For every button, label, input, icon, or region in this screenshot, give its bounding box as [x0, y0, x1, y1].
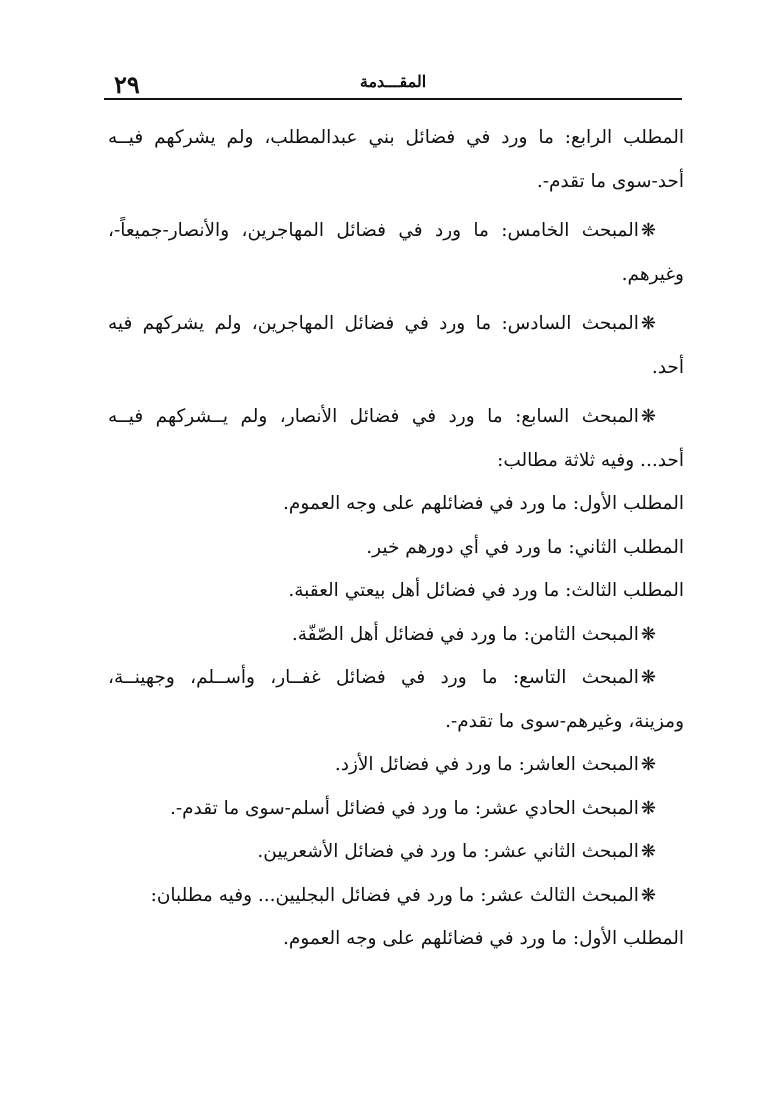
star-marker-icon: ❋	[640, 754, 656, 775]
text-line	[108, 830, 684, 874]
text-line	[108, 917, 684, 961]
star-marker-icon: ❋	[640, 841, 656, 862]
line-text: المبحث العاشر: ما ورد في فضائل الأزد.	[334, 754, 639, 775]
running-title: المقـــدمة	[359, 72, 427, 91]
header-rule	[104, 98, 682, 100]
page-number: ٢٩	[114, 70, 140, 99]
text-line	[108, 787, 684, 831]
line-text: المبحث السادس: ما ورد في فضائل المهاجرين، ولم يشركهم فيه	[108, 313, 639, 334]
star-marker-icon: ❋	[640, 313, 656, 334]
line-text: المطلب الثالث: ما ورد في فضائل أهل بيعتي العقبة.	[288, 580, 684, 601]
text-line	[108, 253, 684, 297]
line-text: أحد.	[651, 356, 684, 378]
line-text: المبحث الثالث عشر: ما ورد في فضائل البجليين... وفيه مطلبان:	[150, 884, 639, 906]
page-header	[104, 66, 682, 100]
text-line	[108, 700, 684, 744]
line-text: المبحث الثامن: ما ورد في فضائل أهل الصّفّة.	[291, 623, 639, 645]
body-text	[108, 116, 684, 961]
text-line	[108, 439, 684, 483]
text-line	[108, 874, 684, 918]
line-text: المبحث الحادي عشر: ما ورد في فضائل أسلم-سوى ما تقدم-.	[169, 797, 639, 819]
line-text: المطلب الثاني: ما ورد في أي دورهم خير.	[366, 536, 684, 558]
line-text: أحد... وفيه ثلاثة مطالب:	[497, 449, 684, 471]
text-line	[108, 656, 684, 700]
star-marker-icon: ❋	[640, 884, 656, 906]
text-line	[108, 302, 684, 346]
star-marker-icon: ❋	[640, 623, 656, 645]
text-line	[108, 346, 684, 390]
line-text: وغيرهم.	[621, 263, 684, 285]
text-line	[108, 743, 684, 787]
star-marker-icon: ❋	[640, 797, 656, 819]
line-text: المبحث التاسع: ما ورد في فضائل غفــار، وأســلم، وجهينــة،	[108, 667, 639, 688]
line-text: المبحث الثاني عشر: ما ورد في فضائل الأشعريين.	[257, 841, 639, 862]
line-text: المبحث الخامس: ما ورد في فضائل المهاجرين، والأنصار-جميعاً-،	[108, 220, 639, 241]
text-line	[108, 395, 684, 439]
text-line	[108, 160, 684, 204]
line-text: المطلب الرابع: ما ورد في فضائل بني عبدالمطلب، ولم يشركهم فيــه	[108, 127, 684, 148]
text-line	[108, 613, 684, 657]
star-marker-icon: ❋	[640, 667, 656, 688]
line-text: ومزينة، وغيرهم-سوى ما تقدم-.	[445, 710, 684, 732]
text-line	[108, 209, 684, 253]
line-text: أحد-سوى ما تقدم-.	[536, 170, 684, 192]
text-line	[108, 116, 684, 160]
star-marker-icon: ❋	[640, 220, 656, 241]
text-line	[108, 482, 684, 526]
line-text: المطلب الأول: ما ورد في فضائلهم على وجه العموم.	[283, 493, 684, 514]
text-line	[108, 569, 684, 613]
line-text: المطلب الأول: ما ورد في فضائلهم على وجه العموم.	[283, 928, 684, 949]
line-text: المبحث السابع: ما ورد في فضائل الأنصار، ولم يــشركهم فيــه	[108, 406, 639, 427]
star-marker-icon: ❋	[640, 406, 656, 427]
text-line	[108, 526, 684, 570]
